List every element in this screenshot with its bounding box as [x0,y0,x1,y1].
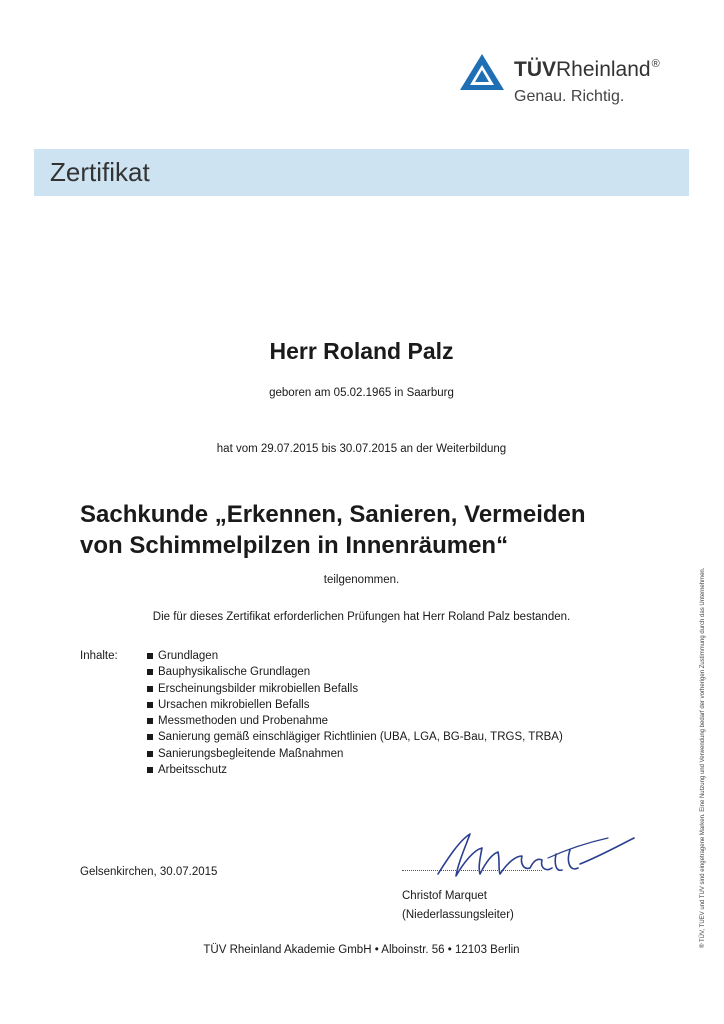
recipient-name: Herr Roland Palz [269,338,454,364]
brand-name: TÜVRheinland® [514,58,660,81]
footer-address: TÜV Rheinland Akademie GmbH • Alboinstr. 56 • 12103 Berlin [203,944,520,956]
list-item: Sanierungsbegleitende Maßnahmen [147,746,563,762]
bullet-square-icon [147,669,153,675]
list-item: Ursachen mikrobiellen Befalls [147,697,563,713]
contents-label: Inhalte: [80,650,118,662]
recipient-birth: geboren am 05.02.1965 in Saarburg [269,387,454,399]
course-title-line-2: von Schimmelpilzen in Innenräumen“ [80,532,509,559]
course-period: hat vom 29.07.2015 bis 30.07.2015 an der Weiterbildung [216,443,507,455]
document-title: Zertifikat [50,157,150,187]
bullet-square-icon [147,686,153,692]
list-item: Sanierung gemäß einschlägiger Richtlinien (UBA, LGA, BG-Bau, TRGS, TRBA) [147,729,563,745]
bullet-square-icon [147,718,153,724]
bullet-square-icon [147,767,153,773]
signature-line [402,870,542,871]
list-item: Erscheinungsbilder mikrobiellen Befalls [147,681,563,697]
course-title-line-1: Sachkunde „Erkennen, Sanieren, Vermeiden [80,501,586,528]
participated-text: teilgenommen. [323,574,400,586]
list-item: Grundlagen [147,648,563,664]
passed-text: Die für dieses Zertifikat erforderlichen Prüfungen hat Herr Roland Palz bestanden. [152,611,571,623]
course-title [80,499,680,561]
contents-list [147,648,563,778]
handwritten-signature [430,828,640,886]
triangle-logo-icon [458,52,506,92]
list-item: Messmethoden und Probenahme [147,713,563,729]
bullet-square-icon [147,702,153,708]
signer-name: Christof Marquet [402,890,488,902]
signer-role: (Niederlassungsleiter) [402,909,514,921]
brand-tagline: Genau. Richtig. [514,88,625,105]
signer-block [402,887,514,925]
tuv-rheinland-logo [458,50,698,120]
place-date: Gelsenkirchen, 30.07.2015 [80,866,218,878]
bullet-square-icon [147,734,153,740]
list-item: Arbeitsschutz [147,762,563,778]
bullet-square-icon [147,653,153,659]
title-band [34,149,689,196]
bullet-square-icon [147,751,153,757]
trademark-note: ® TÜV, TUEV und TUV sind eingetragene Marken. Eine Nutzung und Verwendung bedarf der vorherigen Zustimmung durch das Unternehmen. [700,567,706,948]
list-item: Bauphysikalische Grundlagen [147,664,563,680]
